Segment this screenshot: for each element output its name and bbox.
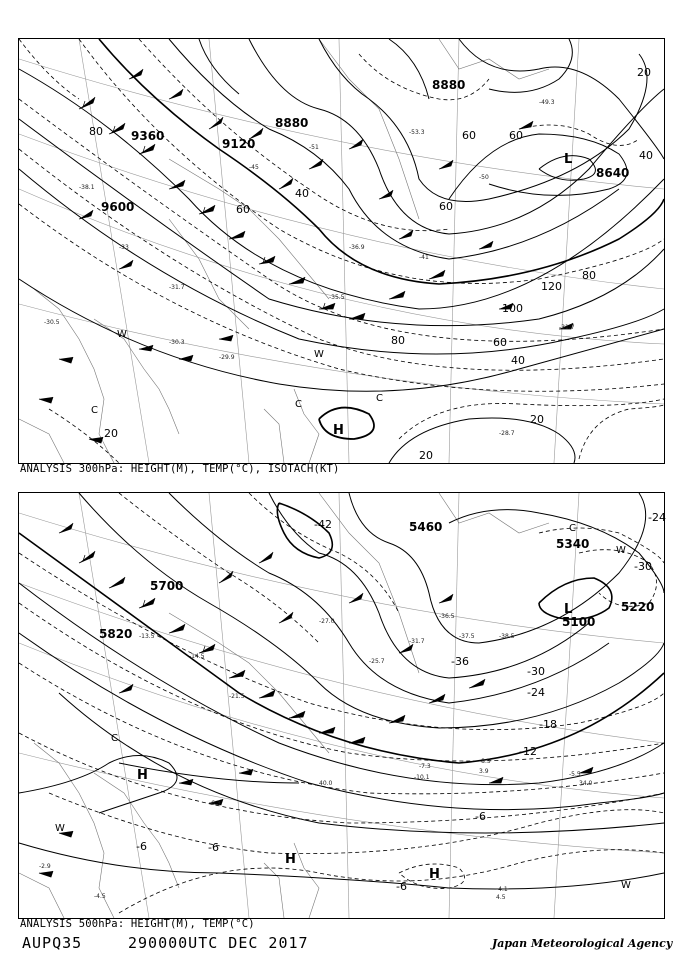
isotach-label: 60 [236,203,250,216]
isotherm-label: -6 [136,840,147,853]
agency-name: Japan Meteorological Agency [492,937,673,950]
warm-center-symbol: W [621,880,631,891]
station-temp: -36.9 [349,244,365,251]
isotherm-label: -6 [208,841,219,854]
issued-time: 290000UTC DEC 2017 [128,934,309,952]
station-value: -38.5 [499,633,515,640]
station-temp: -51 [309,144,319,151]
isotherm-label: -12 [519,745,537,758]
isotach-label: 120 [541,280,562,293]
station-value: -10.1 [414,774,430,781]
map-panel-300hpa [18,38,665,464]
product-code: AUPQ35 [22,934,83,952]
height-label: 5340 [556,537,590,551]
isotach-label: 80 [582,269,596,282]
isotach-label: 60 [493,336,507,349]
station-temp: -50 [479,174,489,181]
station-value: -2.9 [39,863,51,870]
station-value: -13.5 [139,633,155,640]
station-value: -27.0 [319,618,335,625]
isotherm-label: -42 [314,518,332,531]
graticule-500 [19,493,664,918]
height-contours-300 [19,39,664,463]
isotherm-label: -24 [527,686,545,699]
wind-barbs-500 [39,523,596,877]
isotach-label: 80 [89,125,103,138]
cold-center-symbol: C [569,523,576,534]
station-value: -7.3 [419,763,431,770]
station-value: 34.0 [579,780,593,787]
height-label: 5220 [621,600,655,614]
height-label: 5820 [99,627,133,641]
map-panel-500hpa [18,492,665,919]
high-center-symbol: H [429,867,440,882]
station-temp: -31.7 [169,284,185,291]
isotherm-label: -30 [527,665,545,678]
height-label: 5700 [150,579,184,593]
station-value: -31.7 [409,638,425,645]
station-temp: -31.7 [559,324,575,331]
isotach-label: 40 [639,149,653,162]
isotherms-500 [19,493,664,913]
coastlines-500 [19,493,549,918]
height-label: 5460 [409,520,443,534]
cold-center-symbol: C [91,405,98,416]
isotach-label: 60 [462,129,476,142]
cold-center-symbol: C [295,399,302,410]
station-temp: -35.5 [329,294,345,301]
height-label: 5100 [562,615,596,629]
height-label: 9360 [131,129,165,143]
cold-center-symbol: C [376,393,383,404]
station-temp: -41 [419,254,429,261]
station-value: 4.5 [496,894,506,901]
isotach-label: 20 [530,413,544,426]
warm-center-symbol: W [616,545,626,556]
station-value: -37.5 [459,633,475,640]
station-value: -21.5 [229,693,245,700]
caption-500hpa: ANALYSIS 500hPa: HEIGHT(M), TEMP(°C) [20,918,255,930]
map-300hpa-canvas [19,39,664,463]
station-value: -25.7 [369,658,385,665]
isotherm-label: -30 [634,560,652,573]
isotherm-label: -36 [451,655,469,668]
height-label: 9120 [222,137,256,151]
low-center-symbol: L [564,602,573,617]
map-500hpa-canvas [19,493,664,918]
station-temp: -49.3 [539,99,555,106]
height-label: 8880 [432,78,466,92]
high-center-symbol: H [137,768,148,783]
isotherm-labels-500 [136,511,666,893]
station-temp: -28.7 [499,430,515,437]
station-temp: -38.1 [79,184,95,191]
isotach-label: 20 [419,449,433,462]
station-temp: -29.9 [219,354,235,361]
station-value: -5.5 [569,771,581,778]
coastlines-300 [19,39,549,463]
height-label: 8640 [596,166,630,180]
station-temp: -53.3 [409,129,425,136]
high-center-symbol: H [333,423,344,438]
isotach-label: 20 [637,66,651,79]
isotherm-label: -24 [648,511,666,524]
isotherm-label: -6 [396,880,407,893]
high-center-symbol: H [285,852,296,867]
cold-center-symbol: C [111,733,118,744]
station-temp: -30.3 [169,339,185,346]
station-value: -4.5 [94,893,106,900]
station-value: -8.5 [479,758,491,765]
station-temp: -33 [119,244,129,251]
station-temp: -45 [249,164,259,171]
station-value: 3.9 [479,768,489,775]
isotach-labels-300 [89,66,653,462]
isotach-label: 40 [511,354,525,367]
warm-center-symbol: W [55,823,65,834]
station-value: -6.3 [209,800,221,807]
low-center-symbol: L [564,152,573,167]
pressure-centers-500 [55,523,631,891]
station-value: 40.0 [319,780,333,787]
warm-center-symbol: W [314,349,324,360]
height-label: 9600 [101,200,135,214]
isotach-label: 100 [502,302,523,315]
isotherm-label: -6 [475,810,486,823]
isotach-label: 40 [295,187,309,200]
station-value: -4.1 [496,886,508,893]
warm-center-symbol: W [117,329,127,340]
isotach-label: 20 [104,427,118,440]
isotach-label: 80 [391,334,405,347]
isotherm-label: -18 [539,718,557,731]
height-label: 8880 [275,116,309,130]
isotach-label: 60 [509,129,523,142]
caption-300hpa: ANALYSIS 300hPa: HEIGHT(M), TEMP(°C), ISOTACH(KT) [20,463,340,475]
station-temp: -30.5 [44,319,60,326]
station-value: -36.5 [439,613,455,620]
isotach-label: 60 [439,200,453,213]
station-value: -14.5 [189,653,205,660]
